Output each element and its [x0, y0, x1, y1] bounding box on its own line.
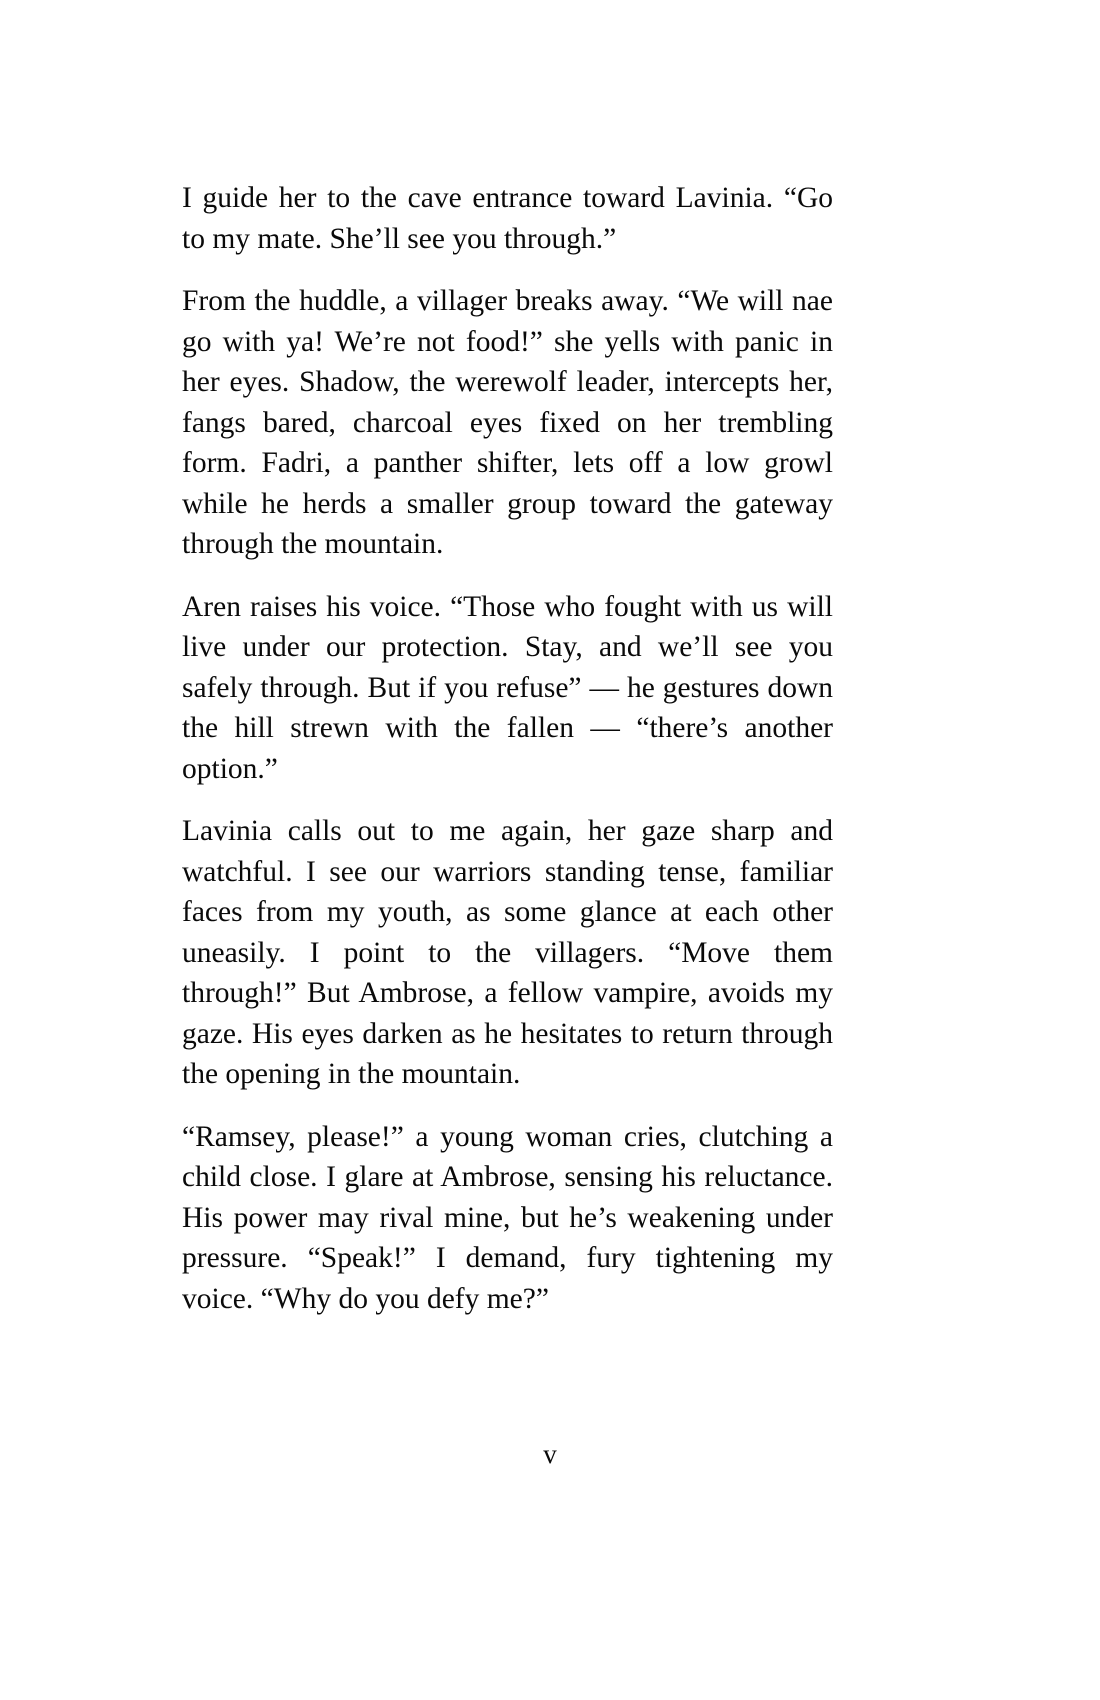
paragraph: Lavinia calls out to me again, her gaze sharp and watchful. I see our warriors standing tense, familiar faces from my youth, as some glance at each other uneasily. I point to the villagers. “Move them through!” But Ambrose, a fellow vampire, avoids my gaze. His eyes darken as he hesitates to return through the opening in the mountain.	[182, 815, 833, 1090]
paragraph: “Ramsey, please!” a young woman cries, clutching a child close. I glare at Ambrose, sensing his reluctance. His power may rival mine, but he’s weakening under pressure. “Speak!” I demand, fury tightening my voice. “Why do you defy me?”	[182, 1120, 833, 1315]
body-text-block	[182, 178, 833, 1319]
paragraph: I guide her to the cave entrance toward Lavinia. “Go to my mate. She’ll see you through.”	[182, 182, 833, 255]
paragraph: Aren raises his voice. “Those who fought with us will live under our protection. Stay, and we’ll see you safely through. But if you refuse” — he gestures down the hill strewn with the fallen — “there’s another option.”	[182, 590, 833, 785]
page-number: v	[543, 1439, 557, 1469]
paragraph: From the huddle, a villager breaks away. “We will nae go with ya! We’re not food!” she yells with panic in her eyes. Shadow, the werewolf leader, intercepts her, fangs bared, charcoal eyes fixed on her trembling form. Fadri, a panther shifter, lets off a low growl while he herds a smaller group toward the gateway through the mountain.	[182, 285, 833, 560]
